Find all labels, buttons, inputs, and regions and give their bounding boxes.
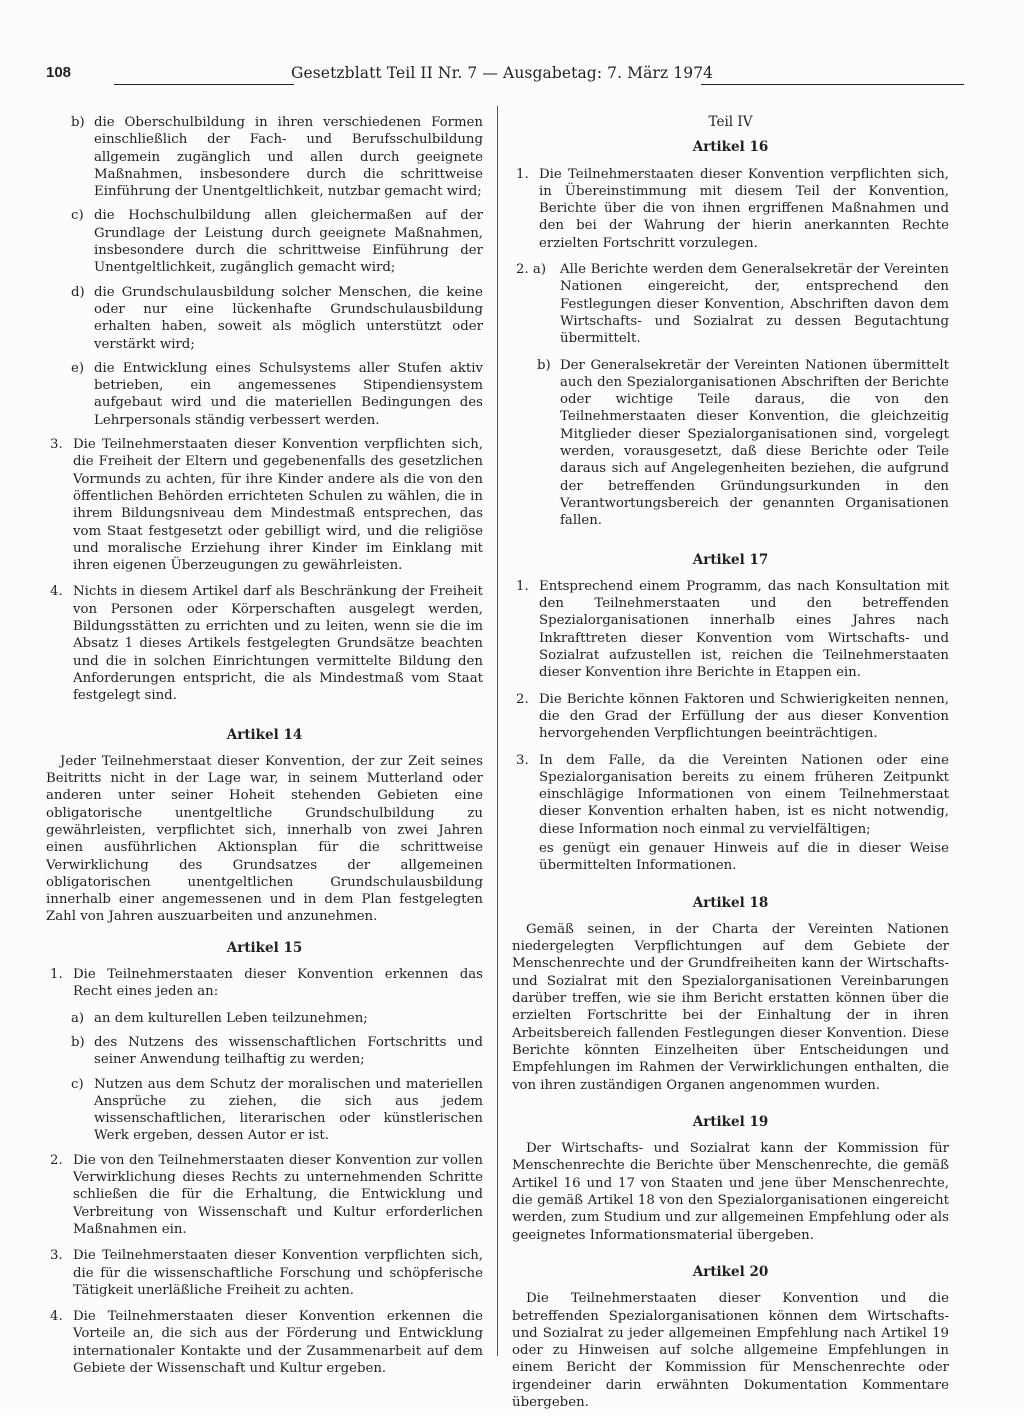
article-18-heading: Artikel 18 <box>692 894 769 911</box>
article-15-heading: Artikel 15 <box>226 939 303 956</box>
art17-paragraph-3-continuation: es genügt ein genauer Hinweis auf die in dieser Weise übermittelten Informationen. <box>539 840 949 874</box>
paragraph-number: 3. <box>50 437 63 453</box>
left-column <box>46 114 483 1386</box>
art15-item-b <box>46 1034 483 1069</box>
right-column <box>512 114 949 1419</box>
paragraph-number: 3. <box>50 1248 63 1264</box>
paragraph-text: Alle Berichte werden dem Generalsekretär der Vereinten Nationen eingereicht, der, entsprechend den Festlegungen dieser Konvention, Abschriften davon dem Wirtschafts- und Sozialrat zu dessen Begutachtung übermittelt. <box>560 262 949 347</box>
item-marker: c) <box>71 208 84 224</box>
art15-item-c <box>46 1076 483 1145</box>
item-marker: a) <box>71 1010 85 1026</box>
paragraph-number: 2. a) <box>516 262 547 278</box>
item-text: Nutzen aus dem Schutz der moralischen und materiellen Ansprüche zu ziehen, die sich aus jedem wissenschaftlichen, literarischen oder künstlerischen Werk ergeben, dessen Autor er ist. <box>94 1076 483 1144</box>
paragraph-text: In dem Falle, da die Vereinten Nationen oder eine Spezialorganisation bereits zu einem früheren Zeitpunkt einschlägige Informationen von einem Teilnehmerstaat dieser Konvention erhalten haben, ist es nicht notwendig, diese Information noch einmal zu vervielfältigen; <box>539 752 949 837</box>
article-19-heading: Artikel 19 <box>692 1113 769 1130</box>
item-marker: b) <box>71 115 85 130</box>
item-text: an dem kulturellen Leben teilzunehmen; <box>94 1010 368 1026</box>
paragraph-number: 1. <box>516 578 529 594</box>
item-text: die Hochschulbildung allen gleichermaßen auf der Grundlage der Leistung durch geeignete Maßnahmen, insbesondere durch die schrittweise Einführung der Unentgeltlichkeit, zugänglich gemacht wird; <box>94 208 483 276</box>
paragraph-number: 4. <box>50 584 63 600</box>
article-14-text: Jeder Teilnehmerstaat dieser Konvention, der zur Zeit seines Beitritts nicht in der Lage war, in seinem Mutterland oder anderen unter seiner Hoheit stehenden Gebieten eine obligatorische unentgeltliche Grundschulbildung zu gewährleisten, verpflichtet sich, innerhalb von zwei Jahren einen ausführlichen Aktionsplan für die schrittweise Verwirklichung des Grundsatzes der allgemeinen obligatorischen unentgeltlichen Grundschulausbildung innerhalb einer angemessenen und in dem Plan festgelegten Zahl von Jahren auszuarbeiten und anzunehmen. <box>46 753 483 925</box>
article-18-text: Gemäß seinen, in der Charta der Vereinten Nationen niedergelegten Verpflichtungen auf dem Gebiete der Menschenrechte und der Grundfreiheiten kann der Wirtschafts- und Sozialrat mit den Spezialorganisationen Vereinbarungen darüber treffen, wie sie ihm Bericht erstatten können über die erzielten Fortschritte bei der Einhaltung der in ihren Arbeitsbereich fallenden Festlegungen dieser Konvention. Diese Berichte könnten Einzelheiten über Entscheidungen und Empfehlungen im Rahmen der Verwirklichungen enthalten, die von ihren zuständigen Organen angenommen wurden. <box>512 921 949 1093</box>
page-number: 108 <box>46 64 72 81</box>
paragraph-number: 4. <box>50 1309 63 1325</box>
paragraph-3 <box>46 436 483 574</box>
item-text: die Grundschulausbildung solcher Menschen, die keine oder nur eine lückenhafte Grundschulausbildung erhalten haben, soweit als möglich unterstützt oder verstärkt wird; <box>94 284 483 352</box>
art16-paragraph-2a <box>512 261 949 347</box>
paragraph-number: 3. <box>516 752 529 768</box>
art16-paragraph-1 <box>512 166 949 252</box>
item-marker: e) <box>71 360 85 376</box>
article-19-text: Der Wirtschafts- und Sozialrat kann der Kommission für Menschenrechte die Berichte über Menschenrechte, die gemäß Artikel 16 und 17 von Staaten und jene über Menschenrechte, die gemäß Artikel 18 von den Spezialorganisationen eingereicht werden, zum Studium und zur allgemeinen Empfehlung oder als geeignetes Informationsmaterial übergeben. <box>512 1141 949 1243</box>
paragraph-number: 1. <box>50 967 63 983</box>
page-header <box>46 64 964 88</box>
item-marker: b) <box>71 1034 85 1050</box>
art15-paragraph-4 <box>46 1308 483 1377</box>
list-item-d <box>46 284 483 353</box>
item-text: Der Generalsekretär der Vereinten Nationen übermittelt auch den Spezialorganisationen Abschriften der Berichte oder wichtige Teile daraus, die von den Teilnehmerstaaten dieser Konvention, die gleichzeitig Mitglieder dieser Spezialorganisationen sind, vorgelegt werden, vorausgesetzt, daß diese Berichte oder Teile daraus sich auf Angelegenheiten beziehen, die aufgrund der betreffenden Gründungsurkunden in den Verantwortungsbereich der genannten Organisationen fallen. <box>560 357 949 529</box>
article-16-heading: Artikel 16 <box>692 139 769 156</box>
item-marker: c) <box>71 1076 84 1092</box>
paragraph-text: Nichts in diesem Artikel darf als Beschränkung der Freiheit von Personen oder Körperschaften ausgelegt werden, Bildungsstätten zu errichten und zu leiten, wenn sie die im Absatz 1 dieses Artikels festgelegten Grundsätze beachten und die in solchen Einrichtungen vermittelte Bildung den Anforderungen entspricht, die als Mindestmaß vom Staat festgelegt sind. <box>73 584 483 704</box>
article-14-heading: Artikel 14 <box>226 726 303 743</box>
paragraph-number: 2. <box>50 1152 63 1168</box>
article-20-text: Die Teilnehmerstaaten dieser Konvention und die betreffenden Spezialorganisationen können dem Wirtschafts- und Sozialrat zu jeder allgemeinen Empfehlung nach Artikel 19 oder zu Hinweisen auf solche allgemeine Empfehlungen in einem Bericht der Kommission für Menschenrechte oder irgendeiner darin erwähnten Dokumentation Kommentare übergeben. <box>512 1291 949 1410</box>
list-item-e <box>46 360 483 429</box>
part-heading: Teil IV <box>708 114 753 130</box>
paragraph-text: Die Teilnehmerstaaten dieser Konvention verpflichten sich, die Freiheit der Eltern und gegebenenfalls des gesetzlichen Vormunds zu achten, für ihre Kinder andere als die von den öffentlichen Behörden errichteten Schulen zu wählen, die in ihrem Bildungsniveau dem Mindestmaß entsprechen, das vom Staat festgesetzt oder gebilligt wird, und die religiöse und moralische Erziehung ihrer Kinder im Einklang mit ihren eigenen Überzeugungen zu gewährleisten. <box>73 437 483 574</box>
paragraph-text: Die Teilnehmerstaaten dieser Konvention erkennen das Recht eines jeden an: <box>73 967 483 1000</box>
article-20-heading: Artikel 20 <box>692 1263 769 1280</box>
item-marker: d) <box>71 284 85 300</box>
art15-paragraph-2 <box>46 1152 483 1238</box>
paragraph-text: Die Teilnehmerstaaten dieser Konvention verpflichten sich, die für die wissenschaftliche Forschung und schöpferische Tätigkeit unerläßliche Freiheit zu achten. <box>73 1248 483 1298</box>
paragraph-text: Die Teilnehmerstaaten dieser Konvention erkennen die Vorteile an, die sich aus der Förderung und Entwicklung internationaler Kontakte und der Zusammenarbeit auf dem Gebiete der Wissenschaft und Kultur ergeben. <box>73 1309 483 1376</box>
list-item-c <box>46 207 483 276</box>
header-rule-right <box>701 84 964 85</box>
header-title: Gesetzblatt Teil II Nr. 7 — Ausgabetag: 7. März 1974 <box>291 64 714 82</box>
art17-paragraph-2 <box>512 691 949 743</box>
item-text: des Nutzens des wissenschaftlichen Fortschritts und seiner Anwendung teilhaftig zu werden; <box>94 1034 483 1068</box>
art15-item-a <box>46 1010 483 1027</box>
paragraph-text: Die Teilnehmerstaaten dieser Konvention verpflichten sich, in Übereinstimmung mit diesem Teil der Konvention, Berichte über die von ihnen ergriffenen Maßnahmen und den bei der Wahrung der hierin anerkannten Rechte erzielten Fortschritt vorzulegen. <box>539 166 949 251</box>
paragraph-number: 1. <box>516 166 529 182</box>
list-item-b <box>46 114 483 200</box>
item-text: die Oberschulbildung in ihren verschiedenen Formen einschließlich der Fach- und Berufsschulbildung allgemein zugänglich und allen durch geeignete Maßnahmen, insbesondere durch die schrittweise Einführung der Unentgeltlichkeit, nutzbar gemacht wird; <box>94 115 483 200</box>
paragraph-text: Die von den Teilnehmerstaaten dieser Konvention zur vollen Verwirklichung dieses Rechts zu unternehmenden Schritte schließen die für die Erhaltung, die Entwicklung und Verbreitung von Wissenschaft und Kultur erforderlichen Maßnahmen ein. <box>73 1152 483 1237</box>
paragraph-text: Entsprechend einem Programm, das nach Konsultation mit den Teilnehmerstaaten und den betreffenden Spezialorganisationen innerhalb eines Jahres nach Inkrafttreten dieser Konvention vom Wirtschafts- und Sozialrat aufzustellen ist, reichen die Teilnehmerstaaten dieser Konvention ihre Berichte in Etappen ein. <box>539 578 949 681</box>
header-rule-left <box>114 84 294 85</box>
item-text: die Entwicklung eines Schulsystems aller Stufen aktiv betrieben, ein angemessenes Stipendiensystem aufgebaut wird und die materiellen Bedingungen des Lehrpersonals ständig verbessert werden. <box>94 360 483 428</box>
paragraph-4 <box>46 583 483 704</box>
art16-paragraph-2b <box>512 357 949 530</box>
art15-paragraph-3 <box>46 1247 483 1299</box>
column-divider <box>497 106 498 1356</box>
item-marker: b) <box>537 357 551 373</box>
article-17-heading: Artikel 17 <box>692 551 769 568</box>
paragraph-number: 2. <box>516 691 529 707</box>
art15-paragraph-1 <box>46 966 483 1001</box>
art17-paragraph-1 <box>512 578 949 682</box>
paragraph-text: Die Berichte können Faktoren und Schwierigkeiten nennen, die den Grad der Erfüllung der aus dieser Konvention hervorgehenden Verpflichtungen beeinträchtigen. <box>539 691 949 742</box>
art17-paragraph-3 <box>512 752 949 838</box>
